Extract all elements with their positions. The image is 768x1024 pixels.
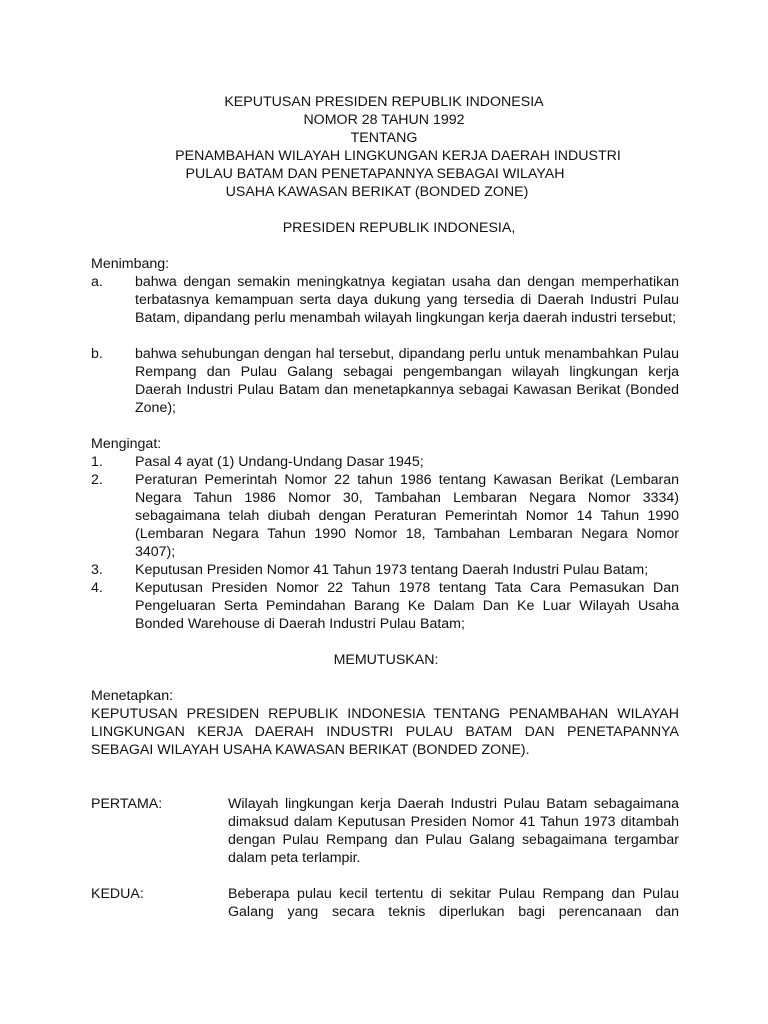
title-line-6: USAHA KAWASAN BERIKAT (BONDED ZONE) <box>225 184 529 200</box>
menimbang-item-a: bahwa dengan semakin meningkatnya kegiatan usaha dan dengan memperhatikan terbatasnya kemampuan serta daya dukung yang tersedia di Daerah Industri Pulau Batam, dipandang perlu menambah wilayah lingkungan kerja daerah industri tersebut; <box>135 274 679 326</box>
mengingat-marker-4: 4. <box>91 580 103 596</box>
mengingat-marker-1: 1. <box>91 454 103 470</box>
title-line-3: TENTANG <box>350 130 418 146</box>
article-label-kedua: KEDUA: <box>91 886 144 902</box>
memutuskan-heading: MEMUTUSKAN: <box>333 652 439 668</box>
mengingat-marker-3: 3. <box>91 562 103 578</box>
article-text-pertama: Wilayah lingkungan kerja Daerah Industri Pulau Batam sebagaimana dimaksud dalam Keputusan Presiden Nomor 41 Tahun 1973 ditambah dengan Pulau Rempang dan Pulau Galang sebagaimana tergambar dalam peta terlampir. <box>228 796 679 866</box>
article-text-kedua: Beberapa pulau kecil tertentu di sekitar Pulau Rempang dan Pulau Galang yang secara teknis diperlukan bagi perencanaan dan <box>228 886 679 920</box>
mengingat-item-3: Keputusan Presiden Nomor 41 Tahun 1973 tentang Daerah Industri Pulau Batam; <box>135 562 649 578</box>
mengingat-marker-2: 2. <box>91 472 103 488</box>
mengingat-item-4: Keputusan Presiden Nomor 22 Tahun 1978 tentang Tata Cara Pemasukan Dan Pengeluaran Serta Pemindahan Barang Ke Dalam Dan Ke Luar Wilayah Usaha Bonded Warehouse di Daerah Industri Pulau Batam; <box>135 580 679 632</box>
mengingat-item-1: Pasal 4 ayat (1) Undang-Undang Dasar 1945; <box>135 454 424 470</box>
article-label-pertama: PERTAMA: <box>91 796 163 812</box>
title-line-5: PULAU BATAM DAN PENETAPANNYA SEBAGAI WILAYAH <box>185 166 565 182</box>
mengingat-heading: Mengingat: <box>91 436 162 452</box>
title-line-1: KEPUTUSAN PRESIDEN REPUBLIK INDONESIA <box>224 94 544 110</box>
menetapkan-text: KEPUTUSAN PRESIDEN REPUBLIK INDONESIA TENTANG PENAMBAHAN WILAYAH LINGKUNGAN KERJA DAERAH INDUSTRI PULAU BATAM DAN PENETAPANNYA SEBAGAI WILAYAH USAHA KAWASAN BERIKAT (BONDED ZONE). <box>91 706 679 758</box>
title-line-2: NOMOR 28 TAHUN 1992 <box>303 112 465 128</box>
menimbang-heading: Menimbang: <box>91 256 170 272</box>
menimbang-marker-a: a. <box>91 274 103 290</box>
menimbang-marker-b: b. <box>91 346 103 362</box>
president-heading: PRESIDEN REPUBLIK INDONESIA, <box>282 220 516 236</box>
menimbang-item-b: bahwa sehubungan dengan hal tersebut, dipandang perlu untuk menambahkan Pulau Rempang dan Pulau Galang sebagai pengembangan wilayah lingkungan kerja Daerah Industri Pulau Batam dan menetapkannya sebagai Kawasan Berikat (Bonded Zone); <box>135 346 679 416</box>
menetapkan-heading: Menetapkan: <box>91 688 174 704</box>
title-line-4: PENAMBAHAN WILAYAH LINGKUNGAN KERJA DAERAH INDUSTRI <box>175 148 621 164</box>
mengingat-item-2: Peraturan Pemerintah Nomor 22 tahun 1986 tentang Kawasan Berikat (Lembaran Negara Tahun 1986 Nomor 30, Tambahan Lembaran Negara Nomor 3334) sebagaimana telah diubah dengan Peraturan Pemerintah Nomor 14 Tahun 1990 (Lembaran Negara Tahun 1990 Nomor 18, Tambahan Lembaran Negara Nomor 3407); <box>135 472 679 560</box>
